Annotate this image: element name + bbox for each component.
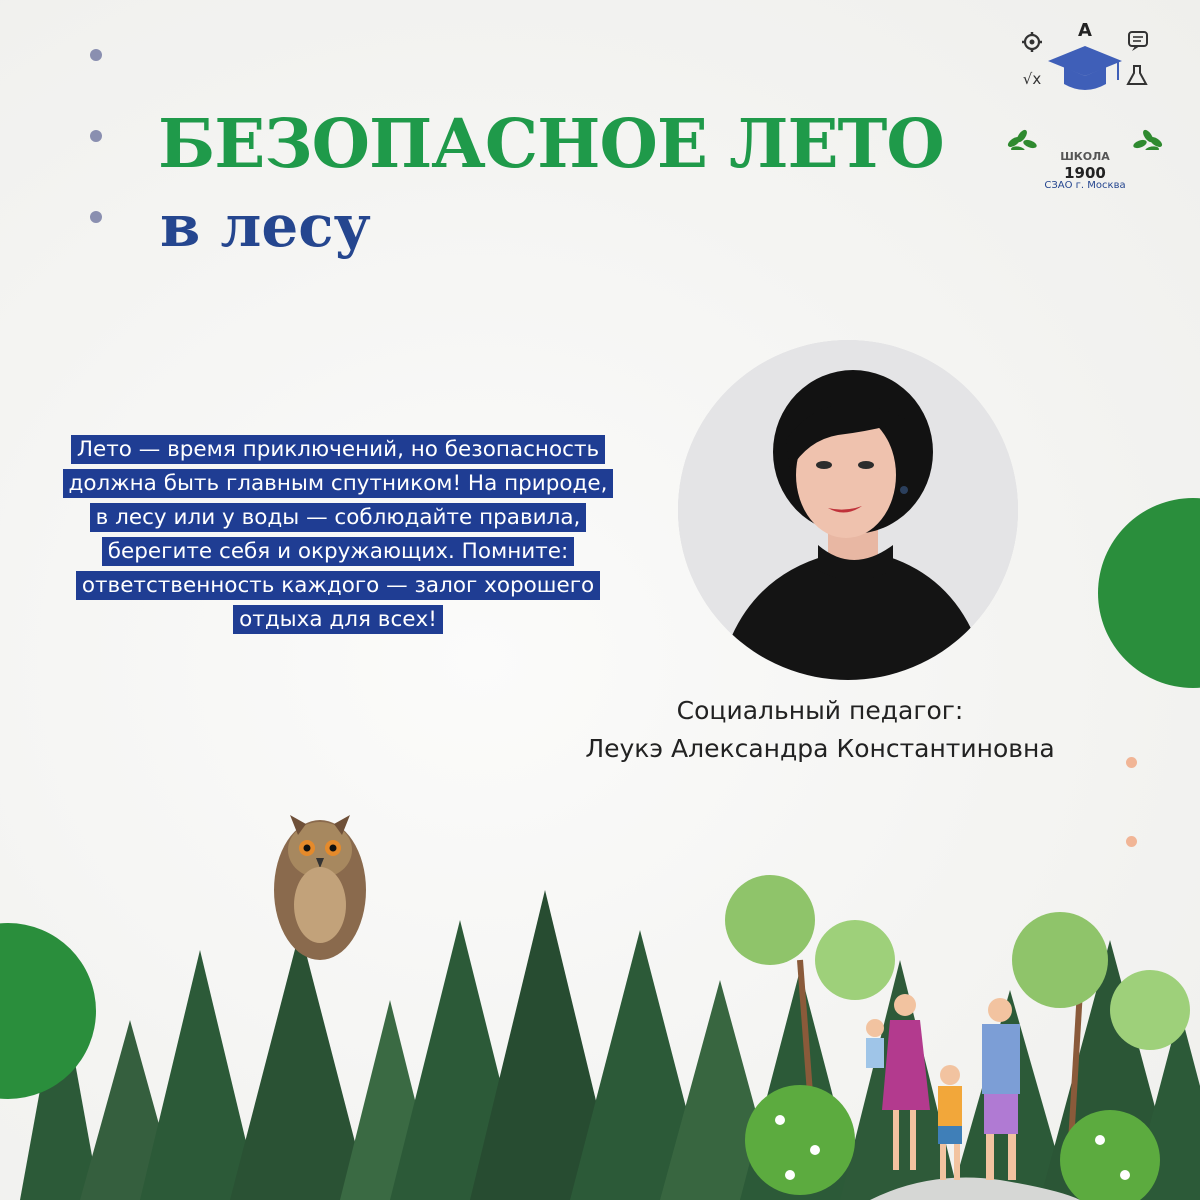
- forest-illustration: [0, 780, 1200, 1200]
- owl-illustration: [274, 815, 366, 960]
- quote-line: должна быть главным спутником! На природе,: [63, 469, 614, 498]
- quote-line: ответственность каждого — залог хорошего: [76, 571, 600, 600]
- author-caption: [530, 692, 1110, 768]
- quote-line: Лето — время приключений, но безопасность: [71, 435, 605, 464]
- logo-letter: А: [1078, 20, 1092, 41]
- quote-line: берегите себя и окружающих. Помните:: [102, 537, 574, 566]
- decor-dot: [90, 130, 102, 142]
- chat-icon: [1129, 32, 1147, 51]
- decor-dot: [1126, 757, 1137, 768]
- author-photo: [678, 340, 1018, 680]
- graduation-cap-icon: [1048, 46, 1122, 90]
- logo-school-label: ШКОЛА: [1060, 150, 1110, 163]
- page-subtitle: в лесу: [160, 192, 371, 260]
- school-logo: [1000, 14, 1170, 190]
- quote-line: отдыха для всех!: [233, 605, 443, 634]
- page-title: БЕЗОПАСНОЕ ЛЕТО: [158, 104, 944, 183]
- quote-line: в лесу или у воды — соблюдайте правила,: [90, 503, 587, 532]
- laurel-icon: [1006, 128, 1163, 150]
- gear-icon: [1022, 32, 1042, 52]
- author-role: Социальный педагог:: [676, 696, 964, 725]
- author-name: Леукэ Александра Константиновна: [585, 734, 1055, 763]
- logo-school-number: 1900: [1064, 164, 1106, 182]
- quote-block: [38, 433, 638, 637]
- decor-dot: [90, 211, 102, 223]
- decor-dot: [90, 49, 102, 61]
- sqrt-icon: √x: [1022, 70, 1042, 88]
- logo-district: СЗАО г. Москва: [1044, 180, 1126, 191]
- flask-icon: [1128, 66, 1146, 84]
